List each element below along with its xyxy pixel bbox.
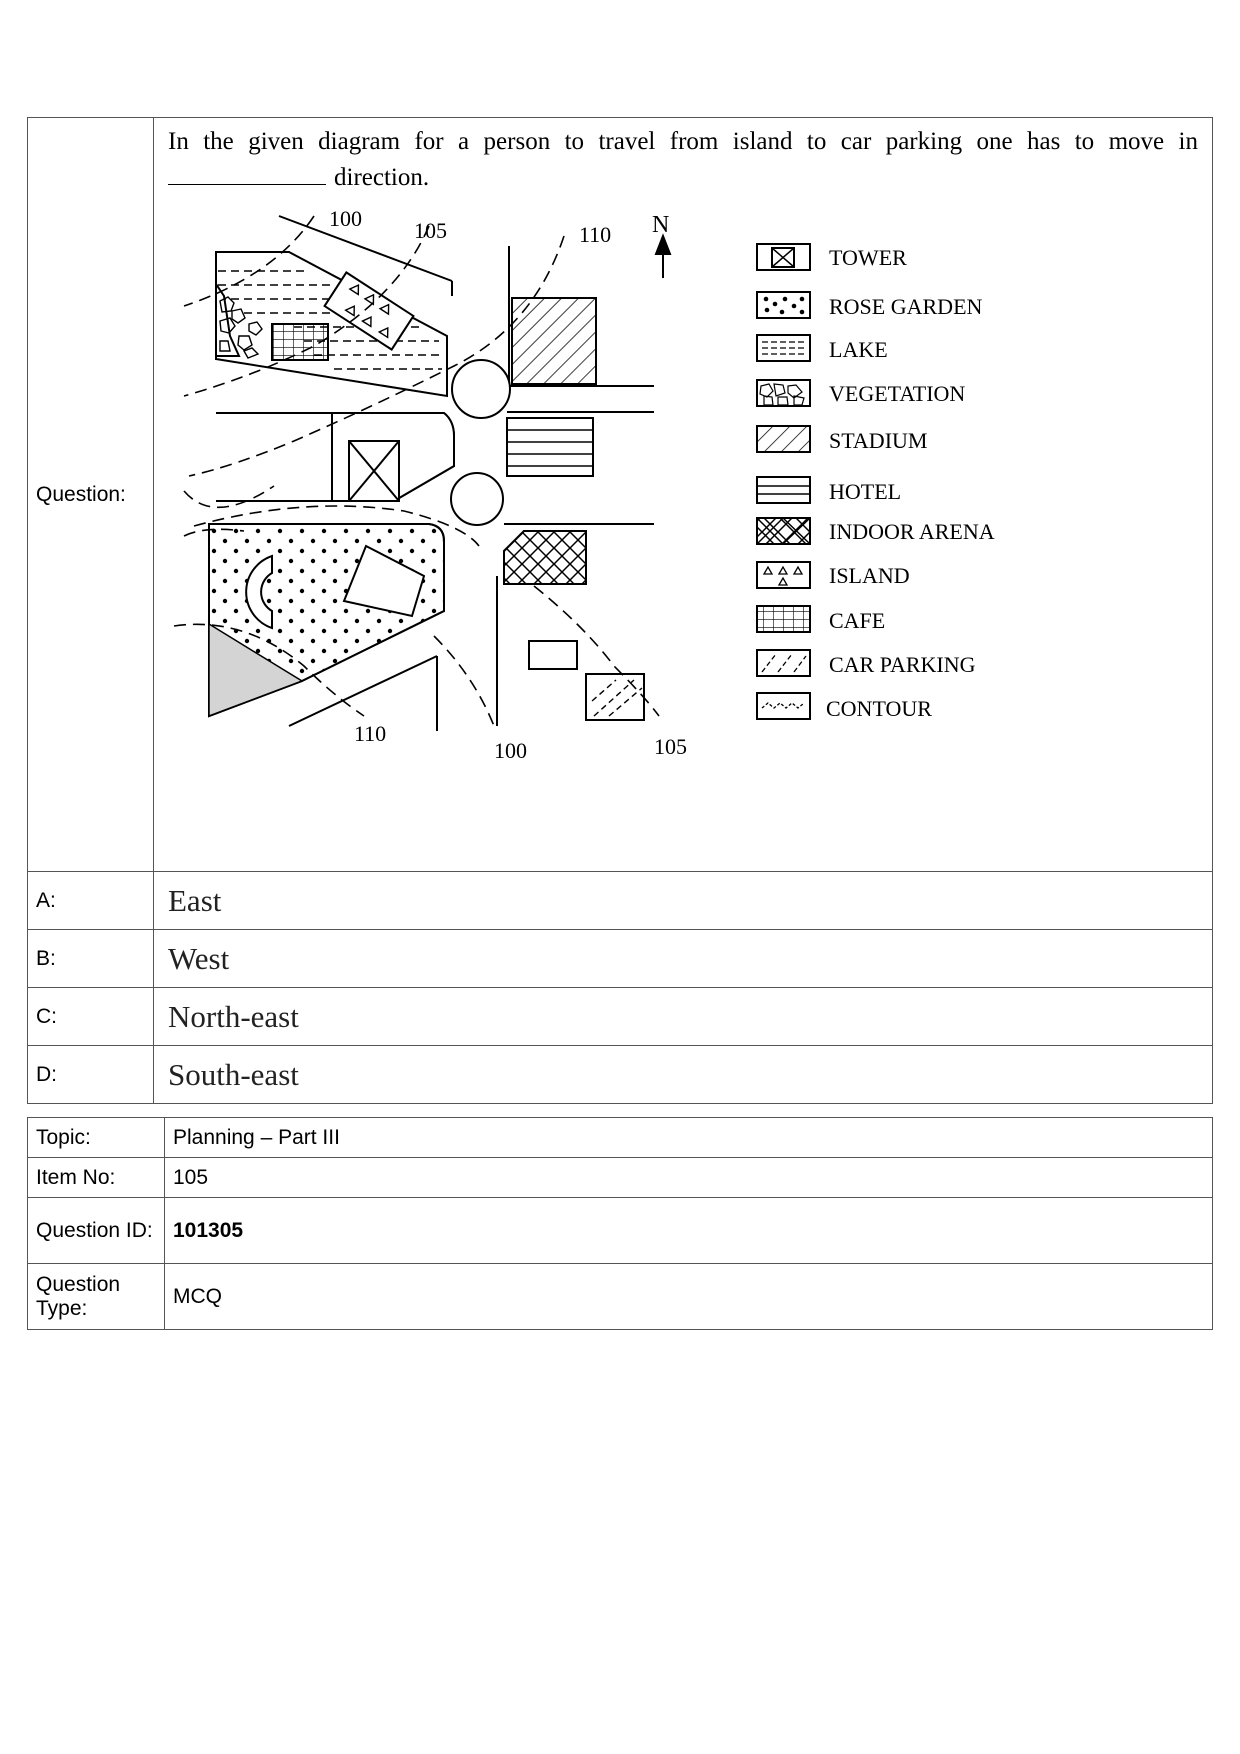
answer-blank	[168, 162, 326, 185]
lake-icon	[757, 335, 810, 361]
question-id-label: Question ID:	[28, 1198, 165, 1264]
meta-qtype-row	[28, 1264, 1213, 1330]
legend-hotel: HOTEL	[829, 479, 902, 504]
option-row-a	[28, 872, 1213, 930]
contour-label-105-top: 105	[414, 218, 447, 243]
question-text-after: direction.	[334, 164, 430, 191]
item-no-label: Item No:	[28, 1158, 165, 1198]
legend-contour: CONTOUR	[826, 696, 932, 721]
question-type-label: Question Type:	[28, 1264, 165, 1330]
legend-cafe: CAFE	[829, 608, 886, 633]
legend-rose-garden: ROSE GARDEN	[829, 294, 983, 319]
legend-stadium: STADIUM	[829, 428, 928, 453]
topic-value: Planning – Part III	[165, 1118, 1213, 1158]
contour-label-105-bottom: 105	[654, 734, 687, 759]
legend-island: ISLAND	[829, 563, 910, 588]
meta-item-row	[28, 1158, 1213, 1198]
contour-icon	[757, 693, 810, 719]
site-plan-diagram	[154, 196, 1212, 871]
question-content	[154, 118, 1213, 872]
option-row-c	[28, 988, 1213, 1046]
option-d-text: South-east	[154, 1046, 1213, 1104]
question-type-value: MCQ	[165, 1264, 1213, 1330]
option-row-b	[28, 930, 1213, 988]
contour-label-100-top: 100	[329, 206, 362, 231]
option-c-text: North-east	[154, 988, 1213, 1046]
option-b-text: West	[154, 930, 1213, 988]
question-table	[27, 117, 1213, 1104]
legend-tower: TOWER	[829, 245, 907, 270]
contour-label-100-bottom: 100	[494, 738, 527, 763]
option-row-d	[28, 1046, 1213, 1104]
legend-indoor-arena: INDOOR ARENA	[829, 519, 995, 544]
car-parking-icon	[757, 650, 810, 676]
contour-label-110-top: 110	[579, 222, 612, 247]
legend-lake: LAKE	[829, 337, 888, 362]
option-d-label: D:	[28, 1046, 154, 1104]
item-no-value: 105	[165, 1158, 1213, 1198]
question-label: Question:	[28, 118, 154, 872]
question-text-block	[154, 118, 1212, 196]
north-label: N	[652, 212, 670, 238]
contour-label-110-bottom: 110	[354, 721, 387, 746]
meta-qid-row	[28, 1198, 1213, 1264]
question-text: In the given diagram for a person to travel from island to car parking one has to move in	[168, 128, 1198, 155]
legend-vegetation: VEGETATION	[829, 381, 966, 406]
tower-icon	[757, 244, 810, 270]
vegetation-icon	[757, 380, 810, 406]
option-b-label: B:	[28, 930, 154, 988]
island-icon	[757, 562, 810, 588]
option-a-label: A:	[28, 872, 154, 930]
question-id-value: 101305	[165, 1198, 1213, 1264]
meta-topic-row	[28, 1118, 1213, 1158]
rose-garden-icon	[757, 292, 810, 318]
option-a-text: East	[154, 872, 1213, 930]
legend-car-parking: CAR PARKING	[829, 652, 976, 677]
meta-table	[27, 1117, 1213, 1330]
topic-label: Topic:	[28, 1118, 165, 1158]
question-row	[28, 118, 1213, 872]
cafe-icon	[757, 606, 810, 632]
hotel-icon	[757, 477, 810, 503]
option-c-label: C:	[28, 988, 154, 1046]
indoor-arena-icon	[757, 518, 810, 544]
stadium-icon	[757, 426, 810, 452]
